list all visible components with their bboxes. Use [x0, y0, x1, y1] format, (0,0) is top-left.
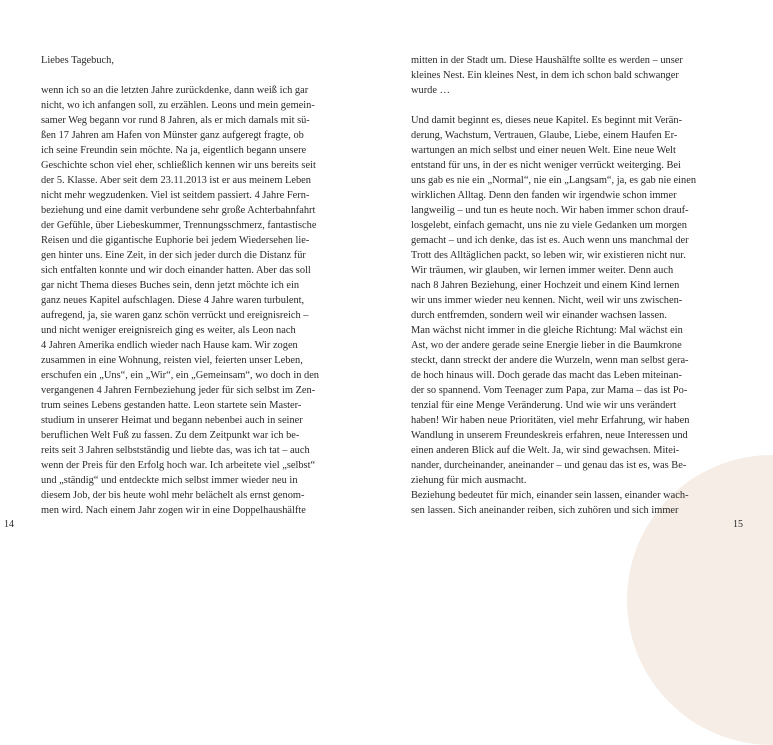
text-line: nicht, wo ich anfangen soll, zu erzählen. Leons und mein gemein-	[41, 100, 315, 111]
right-page-text	[411, 53, 696, 518]
text-line: gen hinter uns. Eine Zeit, in der sich jeder durch die Distanz für	[41, 250, 306, 261]
text-line: ich seine Freundin sein möchte. Na ja, eigentlich begann unsere	[41, 145, 307, 156]
page-number-right: 15	[733, 519, 743, 530]
text-line: reits seit 3 Jahren selbstständig und liebte das, was ich tat – auch	[41, 445, 310, 456]
text-line: nach 8 Jahren Beziehung, einer Hochzeit und einem Kind lernen	[411, 280, 680, 291]
text-line: mitten in der Stadt um. Diese Haushälfte sollte es werden – unser	[411, 55, 683, 66]
text-line: und nicht weniger ereignisreich ging es weiter, als Leon nach	[41, 325, 296, 336]
text-line: diesem Job, der bis heute wohl mehr belächelt als ernst genom-	[41, 490, 305, 501]
text-line: uns gab es nie ein „Normal“, nie ein „Langsam“, ja, es gab nie einen	[411, 175, 697, 186]
text-line: zusammen in eine Wohnung, reisten viel, feierten unser Leben,	[41, 355, 303, 366]
left-paragraph	[41, 83, 319, 518]
text-line: gemacht – und ich denke, das ist es. Auch wenn uns manchmal der	[411, 235, 689, 246]
text-line: Reisen und die gigantische Euphorie bei jedem Wiedersehen lie-	[41, 235, 310, 246]
left-page-text	[41, 53, 319, 518]
text-line: ziehung für mich ausmacht.	[411, 475, 527, 486]
text-line: tenzial für eine Menge Veränderung. Und wie wir uns verändert	[411, 400, 677, 411]
text-line: trum seines Lebens gestanden hatte. Leon startete sein Master-	[41, 400, 302, 411]
text-line: sen lassen. Sich aneinander reiben, sich zuhören und sich immer	[411, 505, 679, 516]
text-line: wirklichen Alltag. Denn den fanden wir irgendwie schon immer	[411, 190, 677, 201]
text-line: langweilig – und tun es heute noch. Wir haben immer schon drauf-	[411, 205, 689, 216]
text-line: 4 Jahren Amerika endlich wieder nach Hause kam. Wir zogen	[41, 340, 298, 351]
text-line: der 5. Klasse. Aber seit dem 23.11.2013 ist er aus meinem Leben	[41, 175, 311, 186]
text-line: entstand für uns, in der es nicht weniger verrückt weiterging. Bei	[411, 160, 681, 171]
text-line: nicht mehr wegzudenken. Viel ist seitdem passiert. 4 Jahre Fern-	[41, 190, 310, 201]
text-line: Geschichte schon viel eher, schließlich kennen wir uns bereits seit	[41, 160, 316, 171]
text-line: men wird. Nach einem Jahr zogen wir in eine Doppelhaushälfte	[41, 505, 306, 516]
text-line: Trott des Alltäglichen packt, so leben wir, wir existieren nicht nur.	[411, 250, 686, 261]
text-line: beruflichen Welt Fuß zu fassen. Zu dem Zeitpunkt war ich be-	[41, 430, 300, 441]
left-page	[0, 0, 386, 618]
text-line: nander, durcheinander, aneinander – und genau das ist es, was Be-	[411, 460, 687, 471]
text-line: der so spannend. Vom Teenager zum Papa, zur Mama – das ist Po-	[411, 385, 688, 396]
text-line: losgelebt, einfach gemacht, uns nie zu viele Gedanken um morgen	[411, 220, 687, 231]
text-line: gar nicht Thema dieses Buches sein, denn jetzt möchte ich ein	[41, 280, 300, 291]
page-number-left: 14	[4, 519, 14, 530]
salutation: Liebes Tagebuch,	[41, 55, 114, 66]
text-line: wartungen an mich selbst und einer neuen Welt. Eine neue Welt	[411, 145, 676, 156]
right-page	[387, 0, 773, 618]
right-paragraph-1	[411, 53, 696, 98]
text-line: de hoch hinaus will. Doch gerade das macht das Leben miteinan-	[411, 370, 682, 381]
text-line: studium in unserer Heimat und begann nebenbei auch in seiner	[41, 415, 303, 426]
text-line: der Gefühle, über Liebeskummer, Trennungsschmerz, fantastische	[41, 220, 317, 231]
text-line: und „ständig“ und entdeckte mich selbst immer wieder neu in	[41, 475, 298, 486]
text-line: Beziehung bedeutet für mich, einander sein lassen, einander wach-	[411, 490, 689, 501]
text-line: wenn ich so an die letzten Jahre zurückdenke, dann weiß ich gar	[41, 85, 309, 96]
text-line: haben! Wir haben neue Prioritäten, viel mehr Erfahrung, wir haben	[411, 415, 690, 426]
text-line: samer Weg begann vor rund 8 Jahren, als er mich damals mit sü-	[41, 115, 310, 126]
text-line: aufregend, ja, sie waren ganz schön verrückt und ereignisreich –	[41, 310, 309, 321]
text-line: wenn der Preis für den Erfolg hoch war. Ich arbeitete viel „selbst“	[41, 460, 316, 471]
text-line: erschufen ein „Uns“, ein „Wir“, ein „Gemeinsam“, wo doch in den	[41, 370, 319, 381]
text-line: steckt, dann streckt der andere die Wurzeln, wenn man selbst gera-	[411, 355, 689, 366]
text-line: ßen 17 Jahren am Hafen von Münster ganz aufgeregt fragte, ob	[41, 130, 304, 141]
text-line: einen anderen Blick auf die Welt. Ja, wir sind gewachsen. Mitei-	[411, 445, 680, 456]
text-line: Und damit beginnt es, dieses neue Kapitel. Es beginnt mit Verän-	[411, 115, 683, 126]
text-line: wurde …	[411, 85, 450, 96]
text-line: Man wächst nicht immer in die gleiche Richtung: Mal wächst ein	[411, 325, 683, 336]
text-line: vergangenen 4 Jahren Fernbeziehung jeder für sich selbst im Zen-	[41, 385, 316, 396]
text-line: durch entfremden, sondern weil wir einander wachsen lassen.	[411, 310, 667, 321]
right-paragraph-2	[411, 113, 696, 518]
text-line: beziehung und eine damit verbundene sehr große Achterbahnfahrt	[41, 205, 316, 216]
text-line: Wandlung in unserem Freundeskreis erfahren, neue Interessen und	[411, 430, 688, 441]
text-line: sich entfalten konnte und wir doch einander hatten. Aber das soll	[41, 265, 311, 276]
text-line: Wir träumen, wir glauben, wir lernen immer weiter. Denn auch	[411, 265, 674, 276]
text-line: derung, Wachstum, Vertrauen, Glaube, Liebe, einem Haufen Er-	[411, 130, 678, 141]
text-line: Ast, wo der andere gerade seine Energie lieber in die Baumkrone	[411, 340, 682, 351]
text-line: kleines Nest. Ein kleines Nest, in dem ich schon bald schwanger	[411, 70, 679, 81]
text-line: wir uns immer wieder neu kennen. Nicht, weil wir uns zwischen-	[411, 295, 683, 306]
text-line: ganz neues Kapitel aufschlagen. Diese 4 Jahre waren turbulent,	[41, 295, 305, 306]
